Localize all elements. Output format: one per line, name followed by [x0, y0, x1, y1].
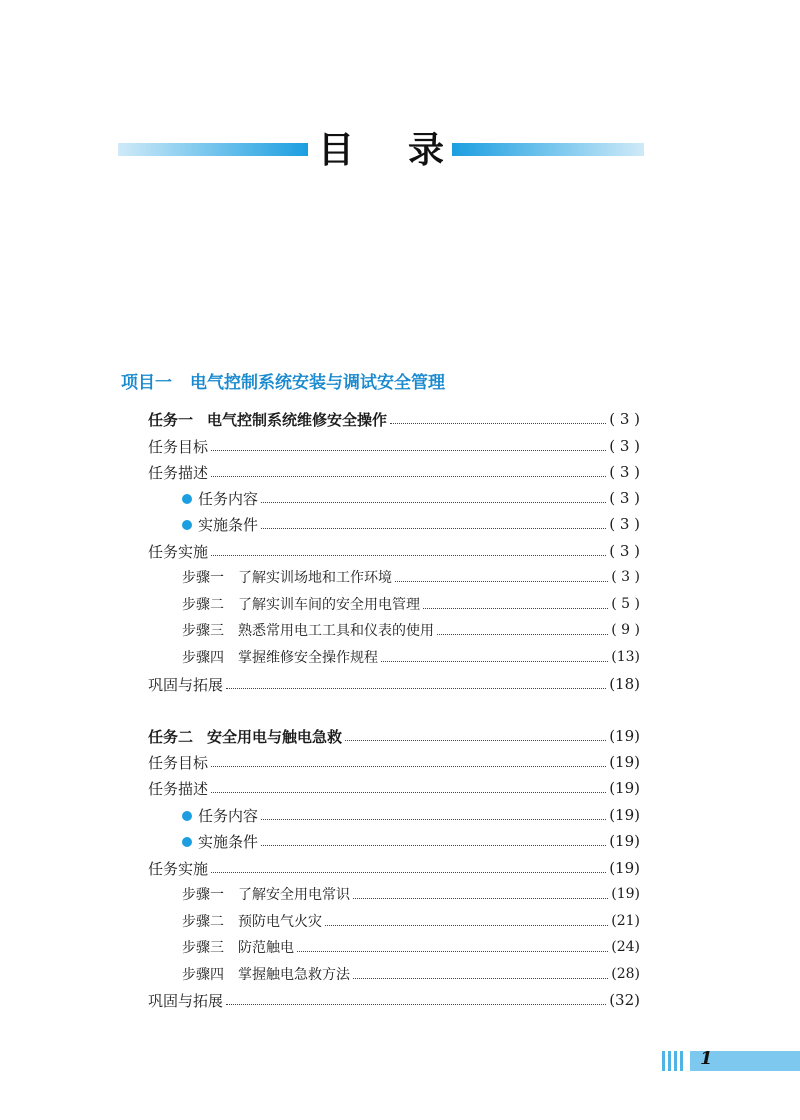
task-title: 安全用电与触电急救: [207, 727, 343, 746]
step-text: 了解安全用电常识: [238, 887, 350, 903]
toc-task-2-impl[interactable]: [148, 855, 640, 881]
toc-header: [0, 126, 800, 176]
toc-task-1-step-4[interactable]: [182, 644, 640, 670]
dot-leader: [437, 634, 608, 635]
page-ref: ( 3 ): [609, 437, 640, 455]
page-ref: (18): [609, 675, 640, 693]
dot-leader: [390, 423, 606, 424]
step-number: 步骤四: [182, 967, 224, 983]
title-char-1: 目: [318, 130, 355, 171]
entry-label: 任务目标: [148, 753, 209, 772]
toc-task-2-step-2[interactable]: [182, 908, 640, 934]
dot-leader: [261, 819, 606, 820]
dot-leader: [345, 740, 606, 741]
dot-leader: [211, 766, 606, 767]
footer-stripe: [674, 1051, 677, 1071]
bullet-icon: [182, 494, 192, 504]
entry-label: 巩固与拓展: [148, 675, 224, 694]
step-number: 步骤三: [182, 623, 224, 639]
dot-leader: [395, 581, 608, 582]
dot-leader: [325, 925, 608, 926]
project-heading[interactable]: [121, 368, 445, 393]
task-number: 任务一: [148, 410, 194, 429]
header-bar-left: [118, 143, 308, 156]
entry-label: 任务实施: [148, 542, 209, 561]
footer-stripe: [680, 1051, 683, 1071]
page-ref: (13): [611, 649, 640, 665]
page-ref: (19): [611, 886, 640, 902]
dot-leader: [353, 898, 608, 899]
page-ref: ( 3 ): [609, 463, 640, 481]
toc-task-1-desc[interactable]: [148, 459, 640, 485]
dot-leader: [261, 528, 606, 529]
step-number: 步骤二: [182, 597, 224, 613]
task-title: 电气控制系统维修安全操作: [207, 410, 388, 429]
step-number: 步骤三: [182, 940, 224, 956]
toc-task-1-cond[interactable]: [182, 511, 640, 537]
toc-task-2-step-3[interactable]: [182, 934, 640, 960]
page-ref: (28): [611, 966, 640, 982]
toc-task-1-step-1[interactable]: [182, 564, 640, 590]
step-text: 了解实训场地和工作环境: [238, 570, 392, 586]
page-ref: ( 3 ): [609, 515, 640, 533]
step-number: 步骤一: [182, 570, 224, 586]
toc-task-1-goal[interactable]: [148, 433, 640, 459]
page-ref: (19): [609, 753, 640, 771]
project-number: 项目一: [121, 373, 172, 393]
toc-task-1-step-2[interactable]: [182, 591, 640, 617]
entry-label: 任务实施: [148, 859, 209, 878]
page-ref: (32): [609, 991, 640, 1009]
page-title: [318, 128, 444, 174]
dot-leader: [423, 608, 608, 609]
page-ref: ( 3 ): [609, 542, 640, 560]
entry-label: 实施条件: [198, 515, 259, 534]
step-number: 步骤二: [182, 914, 224, 930]
page-ref: (19): [609, 832, 640, 850]
page-ref: (19): [609, 779, 640, 797]
entry-label: 巩固与拓展: [148, 991, 224, 1010]
dot-leader: [211, 792, 606, 793]
step-number: 步骤一: [182, 887, 224, 903]
entry-label: 任务目标: [148, 437, 209, 456]
toc-task-2-content[interactable]: [182, 802, 640, 828]
dot-leader: [261, 502, 606, 503]
toc-task-2-step-1[interactable]: [182, 881, 640, 907]
entry-label: 任务内容: [198, 489, 259, 508]
page-ref: ( 3 ): [609, 489, 640, 507]
page-ref: (19): [609, 859, 640, 877]
toc-task-1[interactable]: [148, 406, 640, 432]
entry-label: 实施条件: [198, 832, 259, 851]
step-text: 掌握维修安全操作规程: [238, 650, 378, 666]
footer-stripe: [662, 1051, 665, 1071]
footer-stripes: [662, 1051, 686, 1071]
dot-leader: [211, 450, 606, 451]
toc-task-1-impl[interactable]: [148, 538, 640, 564]
bullet-icon: [182, 811, 192, 821]
page-ref: ( 3 ): [609, 410, 640, 428]
toc-task-2-desc[interactable]: [148, 775, 640, 801]
page-ref: ( 9 ): [611, 622, 640, 638]
toc-task-2[interactable]: [148, 723, 640, 749]
dot-leader: [226, 1004, 606, 1005]
bullet-icon: [182, 520, 192, 530]
project-title: 电气控制系统安装与调试安全管理: [190, 373, 445, 393]
page-ref: (19): [609, 806, 640, 824]
entry-label: 任务内容: [198, 806, 259, 825]
dot-leader: [211, 872, 606, 873]
entry-label: 任务描述: [148, 779, 209, 798]
dot-leader: [211, 555, 606, 556]
toc-task-2-review[interactable]: [148, 987, 640, 1013]
page-ref: (21): [611, 913, 640, 929]
dot-leader: [261, 845, 606, 846]
step-text: 熟悉常用电工工具和仪表的使用: [238, 623, 434, 639]
toc-task-1-step-3[interactable]: [182, 617, 640, 643]
step-text: 防范触电: [238, 940, 294, 956]
page-ref: ( 5 ): [611, 596, 640, 612]
step-text: 掌握触电急救方法: [238, 967, 350, 983]
footer-stripe: [668, 1051, 671, 1071]
step-text: 了解实训车间的安全用电管理: [238, 597, 420, 613]
dot-leader: [211, 476, 606, 477]
page-ref: (19): [609, 727, 640, 745]
page-number: 1: [700, 1048, 713, 1069]
dot-leader: [297, 951, 608, 952]
page-ref: ( 3 ): [611, 569, 640, 585]
toc-task-1-content[interactable]: [182, 485, 640, 511]
page-ref: (24): [611, 939, 640, 955]
task-number: 任务二: [148, 727, 194, 746]
entry-label: 任务描述: [148, 463, 209, 482]
title-char-2: 录: [407, 130, 444, 171]
toc-task-1-review[interactable]: [148, 671, 640, 697]
dot-leader: [226, 688, 606, 689]
toc-task-2-step-4[interactable]: [182, 961, 640, 987]
header-bar-right: [452, 143, 644, 156]
dot-leader: [381, 661, 608, 662]
dot-leader: [353, 978, 608, 979]
bullet-icon: [182, 837, 192, 847]
step-text: 预防电气火灾: [238, 914, 322, 930]
step-number: 步骤四: [182, 650, 224, 666]
toc-task-2-goal[interactable]: [148, 749, 640, 775]
toc-task-2-cond[interactable]: [182, 828, 640, 854]
